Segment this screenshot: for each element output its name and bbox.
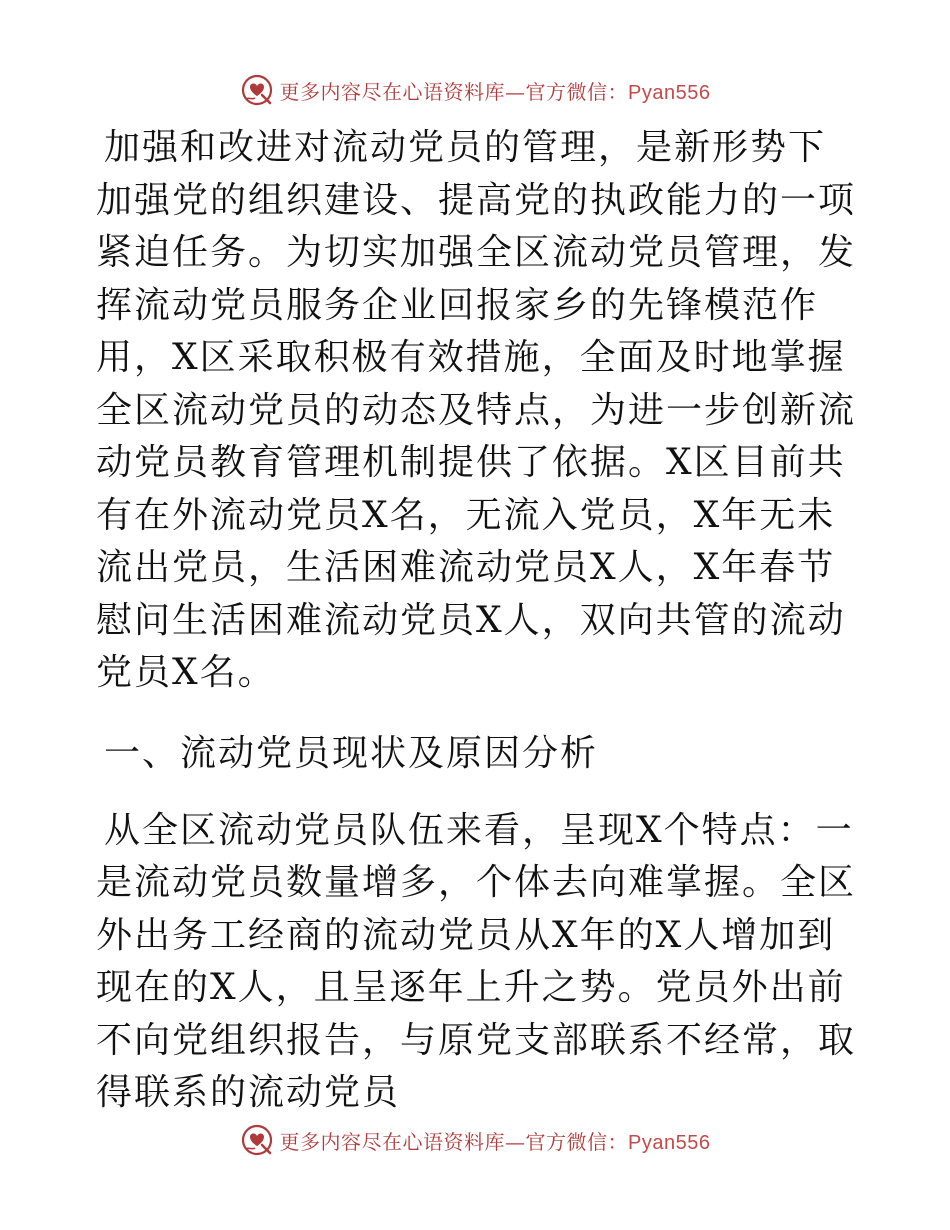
header-banner-text	[280, 76, 711, 105]
header-banner	[0, 70, 950, 110]
document-body	[96, 122, 856, 1120]
paragraph-2: 从全区流动党员队伍来看，呈现X个特点：一是流动党员数量增多，个体去向难掌握。全区外出务工经商的流动党员从X年的X人增加到现在的X人，且呈逐年上升之势。党员外出前不向党组织报告，与原党支部联系不经常，取得联系的流动党员	[96, 809, 857, 1113]
footer-wechat-id: Pyan556	[628, 1131, 711, 1154]
header-wechat-id: Pyan556	[628, 81, 711, 104]
section-heading: 一、流动党员现状及原因分析	[104, 732, 599, 774]
footer-banner-main: 更多内容尽在心语资料库	[279, 1129, 506, 1154]
header-banner-main: 更多内容尽在心语资料库	[279, 79, 506, 104]
header-banner-separator: —	[505, 79, 526, 104]
heart-pen-logo-icon	[240, 73, 274, 107]
footer-banner-text	[280, 1126, 711, 1155]
footer-banner-official: 官方微信：	[525, 1129, 629, 1154]
heart-pen-logo-icon	[240, 1123, 274, 1157]
paragraph-1: 加强和改进对流动党员的管理，是新形势下加强党的组织建设、提高党的执政能力的一项紧迫任务。为切实加强全区流动党员管理，发挥流动党员服务企业回报家乡的先锋模范作用，X区采取积极有效措施，全面及时地掌握全区流动党员的动态及特点，为进一步创新流动党员教育管理机制提供了依据。X区目前共有在外流动党员X名，无流入党员，X年无未流出党员，生活困难流动党员X人，X年春节慰问生活困难流动党员X人，双向共管的流动党员X名。	[96, 127, 857, 693]
footer-banner-separator: —	[505, 1129, 526, 1154]
header-banner-official: 官方微信：	[525, 79, 629, 104]
footer-banner	[0, 1120, 950, 1160]
